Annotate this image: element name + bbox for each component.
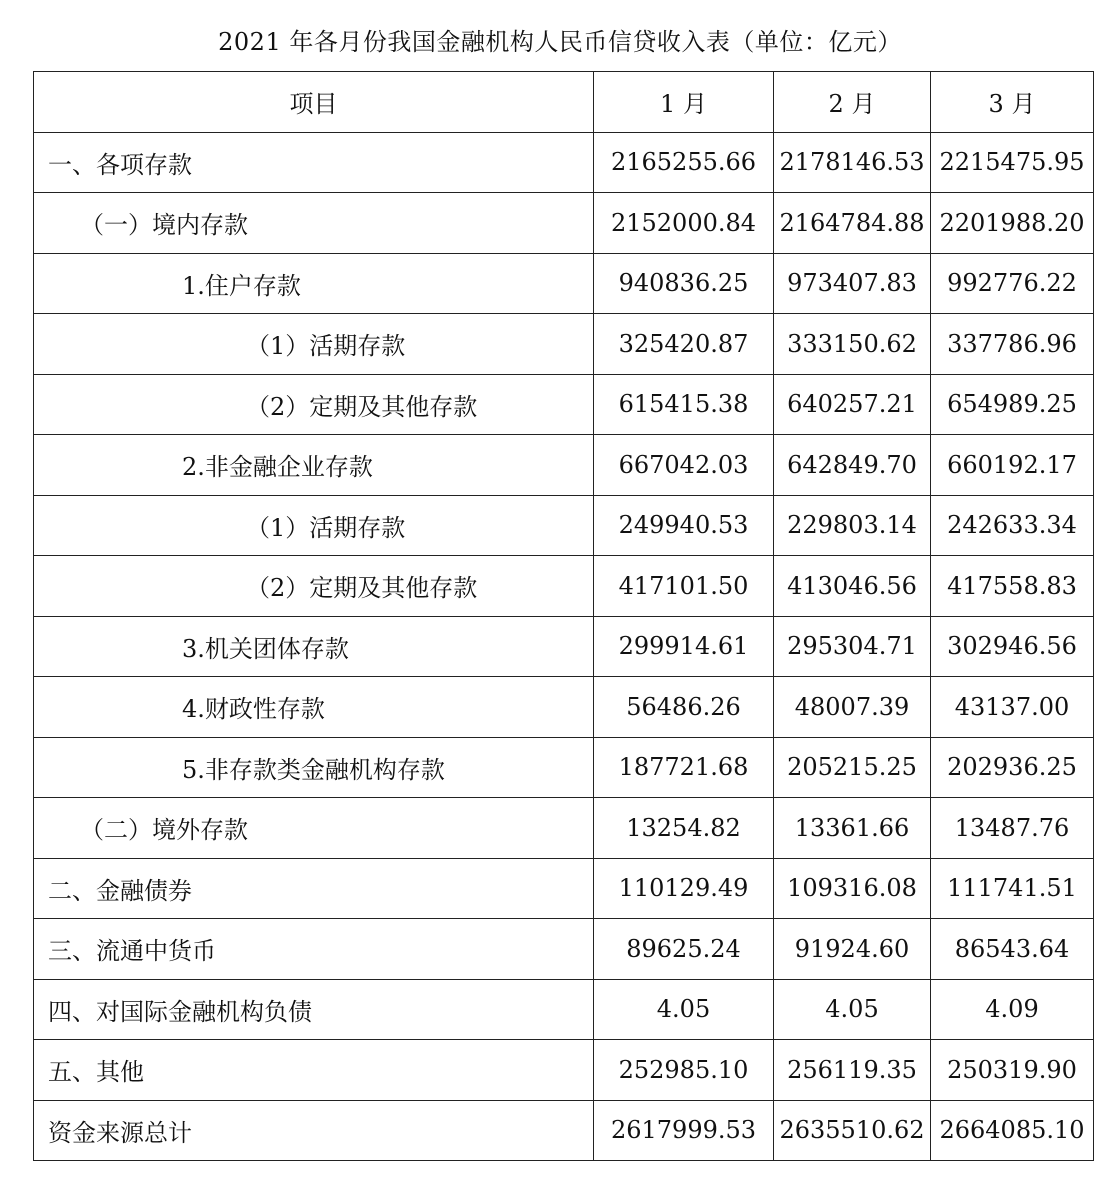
month-3-value: 250319.90 <box>931 1040 1094 1101</box>
month-3-value: 992776.22 <box>931 253 1094 314</box>
row-item-label: 一、各项存款 <box>34 132 594 193</box>
table-row <box>34 1040 1094 1101</box>
table-row <box>34 919 1094 980</box>
month-1-value: 56486.26 <box>594 677 774 738</box>
month-3-value: 43137.00 <box>931 677 1094 738</box>
month-3-value: 660192.17 <box>931 435 1094 496</box>
month-1-value: 4.05 <box>594 979 774 1040</box>
month-1-value: 325420.87 <box>594 314 774 375</box>
row-item-label: （二）境外存款 <box>34 798 594 859</box>
month-1-value: 2165255.66 <box>594 132 774 193</box>
row-item-label: 四、对国际金融机构负债 <box>34 979 594 1040</box>
month-2-value: 205215.25 <box>774 737 931 798</box>
table-row <box>34 253 1094 314</box>
month-2-value: 256119.35 <box>774 1040 931 1101</box>
table-row <box>34 556 1094 617</box>
month-2-value: 109316.08 <box>774 858 931 919</box>
month-2-value: 973407.83 <box>774 253 931 314</box>
month-3-value: 2664085.10 <box>931 1100 1094 1161</box>
month-1-value: 249940.53 <box>594 495 774 556</box>
row-item-label: 三、流通中货币 <box>34 919 594 980</box>
header-row <box>34 72 1094 133</box>
month-1-value: 417101.50 <box>594 556 774 617</box>
table-row <box>34 193 1094 254</box>
month-3-value: 202936.25 <box>931 737 1094 798</box>
row-item-label: 5.非存款类金融机构存款 <box>34 737 594 798</box>
month-1-value: 299914.61 <box>594 616 774 677</box>
table-row <box>34 979 1094 1040</box>
table-row <box>34 616 1094 677</box>
row-item-label: 2.非金融企业存款 <box>34 435 594 496</box>
table-row <box>34 1100 1094 1161</box>
header-month-3: 3 月 <box>931 72 1094 133</box>
table-body <box>34 132 1094 1161</box>
table-row <box>34 737 1094 798</box>
row-item-label: （1）活期存款 <box>34 314 594 375</box>
month-1-value: 667042.03 <box>594 435 774 496</box>
month-2-value: 13361.66 <box>774 798 931 859</box>
month-2-value: 91924.60 <box>774 919 931 980</box>
month-3-value: 654989.25 <box>931 374 1094 435</box>
table-row <box>34 374 1094 435</box>
month-2-value: 2164784.88 <box>774 193 931 254</box>
row-item-label: （1）活期存款 <box>34 495 594 556</box>
row-item-label: 资金来源总计 <box>34 1100 594 1161</box>
month-2-value: 2178146.53 <box>774 132 931 193</box>
table-row <box>34 435 1094 496</box>
month-3-value: 86543.64 <box>931 919 1094 980</box>
month-1-value: 110129.49 <box>594 858 774 919</box>
month-1-value: 2617999.53 <box>594 1100 774 1161</box>
credit-income-table <box>33 71 1094 1161</box>
month-1-value: 13254.82 <box>594 798 774 859</box>
row-item-label: 五、其他 <box>34 1040 594 1101</box>
month-2-value: 640257.21 <box>774 374 931 435</box>
table-row <box>34 858 1094 919</box>
month-1-value: 2152000.84 <box>594 193 774 254</box>
table-row <box>34 677 1094 738</box>
month-3-value: 13487.76 <box>931 798 1094 859</box>
month-3-value: 111741.51 <box>931 858 1094 919</box>
month-3-value: 2201988.20 <box>931 193 1094 254</box>
month-1-value: 252985.10 <box>594 1040 774 1101</box>
month-2-value: 4.05 <box>774 979 931 1040</box>
row-item-label: （一）境内存款 <box>34 193 594 254</box>
header-month-1: 1 月 <box>594 72 774 133</box>
month-2-value: 333150.62 <box>774 314 931 375</box>
row-item-label: （2）定期及其他存款 <box>34 374 594 435</box>
table-row <box>34 495 1094 556</box>
month-1-value: 187721.68 <box>594 737 774 798</box>
table-row <box>34 798 1094 859</box>
month-2-value: 2635510.62 <box>774 1100 931 1161</box>
month-3-value: 302946.56 <box>931 616 1094 677</box>
header-month-2: 2 月 <box>774 72 931 133</box>
month-1-value: 615415.38 <box>594 374 774 435</box>
header-item: 项目 <box>34 72 594 133</box>
table-title: 2021 年各月份我国金融机构人民币信贷收入表（单位：亿元） <box>218 28 902 56</box>
row-item-label: 4.财政性存款 <box>34 677 594 738</box>
month-3-value: 337786.96 <box>931 314 1094 375</box>
month-2-value: 413046.56 <box>774 556 931 617</box>
month-2-value: 229803.14 <box>774 495 931 556</box>
month-3-value: 4.09 <box>931 979 1094 1040</box>
row-item-label: （2）定期及其他存款 <box>34 556 594 617</box>
table-row <box>34 132 1094 193</box>
month-3-value: 2215475.95 <box>931 132 1094 193</box>
month-2-value: 642849.70 <box>774 435 931 496</box>
month-1-value: 940836.25 <box>594 253 774 314</box>
month-2-value: 295304.71 <box>774 616 931 677</box>
row-item-label: 3.机关团体存款 <box>34 616 594 677</box>
month-2-value: 48007.39 <box>774 677 931 738</box>
month-3-value: 417558.83 <box>931 556 1094 617</box>
row-item-label: 二、金融债券 <box>34 858 594 919</box>
row-item-label: 1.住户存款 <box>34 253 594 314</box>
month-1-value: 89625.24 <box>594 919 774 980</box>
table-row <box>34 314 1094 375</box>
month-3-value: 242633.34 <box>931 495 1094 556</box>
